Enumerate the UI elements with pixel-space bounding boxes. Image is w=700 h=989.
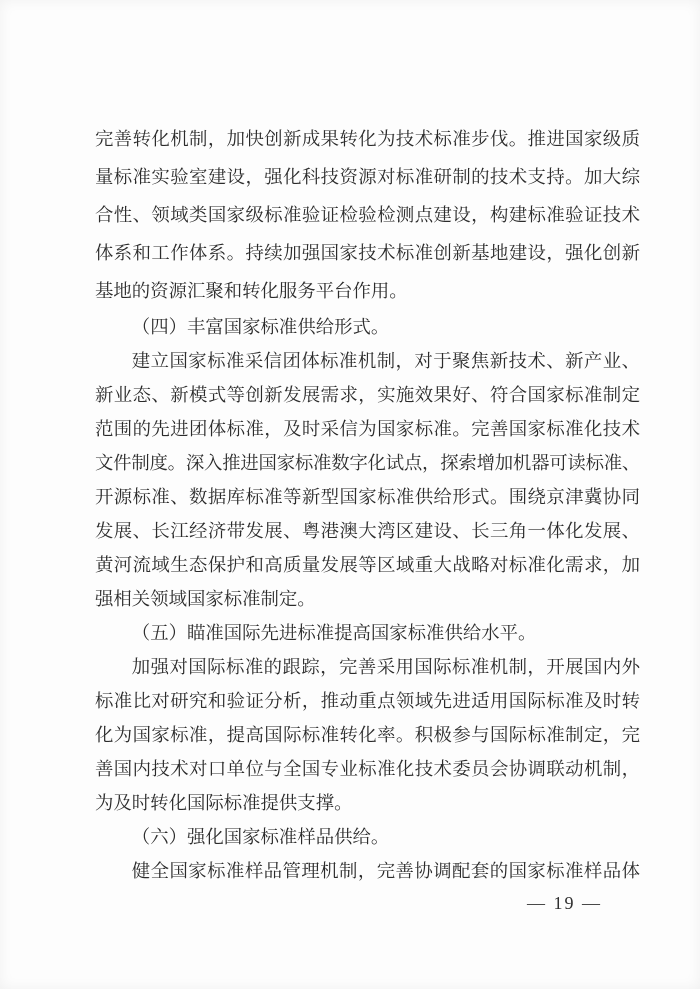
text-line: 完善转化机制，加快创新成果转化为技术标准步伐。推进国家级质	[95, 129, 640, 149]
text-line: 化为国家标准，提高国际标准转化率。积极参与国际标准制定，完	[95, 725, 640, 745]
text-line: 标准比对研究和验证分析，推动重点领域先进适用国际标准及时转	[95, 691, 640, 711]
text-line: 发展、长江经济带发展、粤港澳大湾区建设、长三角一体化发展、	[95, 521, 640, 541]
text-column	[95, 120, 640, 888]
text-line: 范围的先进团体标准，及时采信为国家标准。完善国家标准化技术	[95, 419, 640, 439]
text-line: 开源标准、数据库标准等新型国家标准供给形式。围绕京津冀协同	[95, 487, 640, 507]
text-line: 量标准实验室建设，强化科技资源对标准研制的技术支持。加大综	[95, 167, 640, 187]
text-line: 建立国家标准采信团体标准机制，对于聚焦新技术、新产业、	[131, 351, 640, 371]
page-number: — 19 —	[527, 893, 602, 913]
text-line: 合性、领域类国家级标准验证检验检测点建设，构建标准验证技术	[95, 205, 640, 225]
text-line: 加强对国际标准的跟踪，完善采用国际标准机制，开展国内外	[131, 657, 640, 677]
text-line: 新业态、新模式等创新发展需求，实施效果好、符合国家标准制定	[95, 385, 640, 405]
text-line: 善国内技术对口单位与全国专业标准化技术委员会协调联动机制，	[95, 759, 640, 779]
section-heading: （四）丰富国家标准供给形式。	[131, 317, 390, 337]
text-line: 黄河流域生态保护和高质量发展等区域重大战略对标准化需求，加	[95, 555, 640, 575]
text-line: 健全国家标准样品管理机制，完善协调配套的国家标准样品体	[131, 861, 640, 881]
text-line: 文件制度。深入推进国家标准数字化试点，探索增加机器可读标准、	[95, 453, 640, 473]
text-line: 为及时转化国际标准提供支撑。	[95, 793, 353, 813]
text-line: 体系和工作体系。持续加强国家技术标准创新基地建设，强化创新	[95, 243, 640, 263]
text-line: 强相关领域国家标准制定。	[95, 589, 316, 609]
text-line: 基地的资源汇聚和转化服务平台作用。	[95, 281, 408, 301]
page-footer	[95, 886, 640, 921]
section-heading: （五）瞄准国际先进标准提高国家标准供给水平。	[131, 623, 537, 643]
section-heading: （六）强化国家标准样品供给。	[131, 827, 390, 847]
